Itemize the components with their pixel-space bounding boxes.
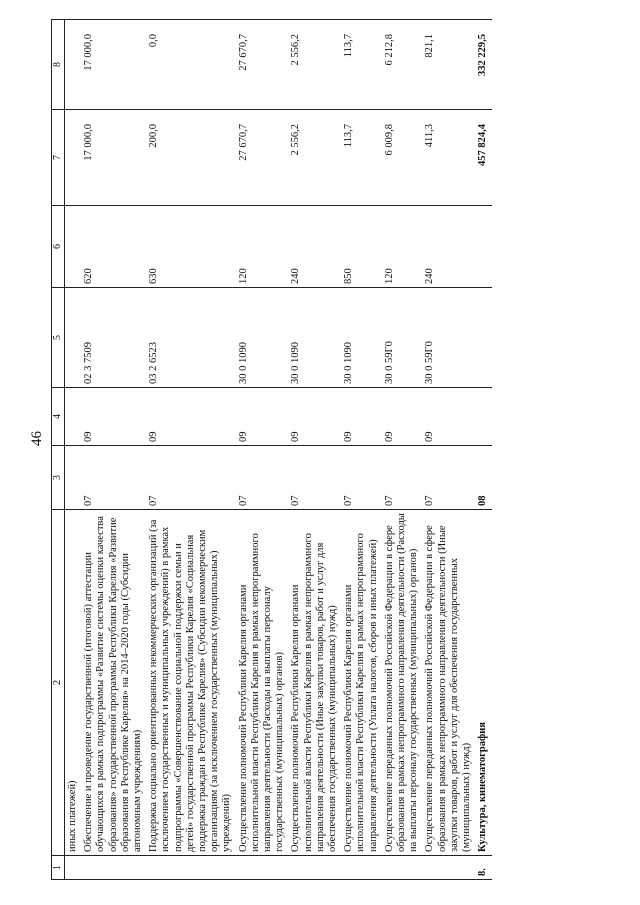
table-row bbox=[146, 20, 235, 880]
cell-desc: Осуществление полномочий Республики Карелия органами исполнительной власти Республики Карелия в рамках непрограммного направления деятельности (Расходы на выплаты персоналу государственных (муниципальных) органов) bbox=[236, 510, 289, 856]
cell-pr: 09 bbox=[422, 388, 475, 446]
cell-rz: 07 bbox=[288, 446, 341, 510]
cell-desc: Осуществление переданных полномочий Российской Федерации в сфере образования в рамках непрограммного направления деятельности (Расходы на выплаты персоналу государственных (муниципальных) органов) bbox=[382, 510, 423, 856]
cell-pr: 09 bbox=[382, 388, 423, 446]
cell-vr: 850 bbox=[341, 206, 382, 288]
cell-vr bbox=[65, 206, 82, 288]
cell-vr: 120 bbox=[236, 206, 289, 288]
cell-rz: 07 bbox=[422, 446, 475, 510]
cell-s7 bbox=[65, 110, 82, 206]
cell-s7: 17 000,0 bbox=[81, 110, 146, 206]
cell-vr bbox=[475, 206, 491, 288]
cell-s7: 2 556,2 bbox=[288, 110, 341, 206]
cell-desc: Осуществление полномочий Республики Карелия органами исполнительной власти Республики Карелия в рамках непрограммного направления деятельности (Иные закупки товаров, работ и услуг для обеспечения государственных (муниципальных) нужд) bbox=[288, 510, 341, 856]
cell-num bbox=[65, 856, 82, 880]
cell-csr bbox=[475, 288, 491, 388]
cell-rz: 07 bbox=[382, 446, 423, 510]
page-number: 46 bbox=[29, 431, 45, 446]
cell-vr: 620 bbox=[81, 206, 146, 288]
cell-desc: Осуществление полномочий Республики Карелия органами исполнительной власти Республики Карелия в рамках непрограммного направления деятельности (Уплата налогов, сборов и иных платежей) bbox=[341, 510, 382, 856]
column-header-5: 5 bbox=[52, 288, 65, 388]
cell-desc: Осуществление переданных полномочий Российской Федерации в сфере образования в рамках непрограммного направления деятельности (Иные закупки товаров, работ и услуг для обеспечения государственных (муниципальных) нужд) bbox=[422, 510, 475, 856]
cell-rz bbox=[65, 446, 82, 510]
cell-s8: 6 212,8 bbox=[382, 20, 423, 110]
table-row bbox=[81, 20, 146, 880]
cell-s8: 0,0 bbox=[146, 20, 235, 110]
cell-rz: 07 bbox=[341, 446, 382, 510]
table-row bbox=[475, 20, 491, 880]
cell-csr: 30 0 59Г0 bbox=[382, 288, 423, 388]
cell-pr: 09 bbox=[236, 388, 289, 446]
budget-table-rotated bbox=[51, 20, 611, 880]
cell-num bbox=[422, 856, 475, 880]
cell-s8: 821,1 bbox=[422, 20, 475, 110]
cell-rz: 07 bbox=[81, 446, 146, 510]
cell-pr bbox=[65, 388, 82, 446]
cell-s8 bbox=[65, 20, 82, 110]
column-header-1: 1 bbox=[52, 856, 65, 880]
cell-num bbox=[382, 856, 423, 880]
header-row bbox=[52, 20, 65, 880]
cell-desc: иных платежей) bbox=[65, 510, 82, 856]
cell-s8: 17 000,0 bbox=[81, 20, 146, 110]
cell-pr: 09 bbox=[288, 388, 341, 446]
column-header-4: 4 bbox=[52, 388, 65, 446]
cell-s8: 27 670,7 bbox=[236, 20, 289, 110]
cell-s8: 332 229,5 bbox=[475, 20, 491, 110]
cell-pr: 09 bbox=[146, 388, 235, 446]
cell-s8: 2 556,2 bbox=[288, 20, 341, 110]
column-header-7: 7 bbox=[52, 110, 65, 206]
cell-s7: 6 009,8 bbox=[382, 110, 423, 206]
table-body bbox=[65, 20, 492, 880]
table-row bbox=[288, 20, 341, 880]
cell-vr: 120 bbox=[382, 206, 423, 288]
cell-num: 8. bbox=[475, 856, 491, 880]
cell-rz: 07 bbox=[236, 446, 289, 510]
cell-csr bbox=[65, 288, 82, 388]
cell-csr: 03 2 6523 bbox=[146, 288, 235, 388]
cell-s8: 113,7 bbox=[341, 20, 382, 110]
cell-pr bbox=[475, 388, 491, 446]
cell-s7: 457 824,4 bbox=[475, 110, 491, 206]
cell-num bbox=[236, 856, 289, 880]
cell-s7: 27 670,7 bbox=[236, 110, 289, 206]
table-row bbox=[382, 20, 423, 880]
cell-pr: 09 bbox=[81, 388, 146, 446]
cell-s7: 113,7 bbox=[341, 110, 382, 206]
cell-num bbox=[146, 856, 235, 880]
cell-csr: 02 3 7509 bbox=[81, 288, 146, 388]
cell-vr: 630 bbox=[146, 206, 235, 288]
cell-s7: 411,3 bbox=[422, 110, 475, 206]
cell-num bbox=[341, 856, 382, 880]
cell-num bbox=[288, 856, 341, 880]
cell-rz: 07 bbox=[146, 446, 235, 510]
cell-desc: Обеспечение и проведение государственной (итоговой) аттестации обучающихся в рамках подпрограммы «Развитие системы оценки качества образования» государственной программы Республики Карелия «Развитие образования в Республике Карелия» на 2014–2020 годы (Субсидии автономным учреждениям) bbox=[81, 510, 146, 856]
table-row bbox=[422, 20, 475, 880]
table-row bbox=[236, 20, 289, 880]
cell-rz: 08 bbox=[475, 446, 491, 510]
cell-csr: 30 0 1090 bbox=[288, 288, 341, 388]
table-row bbox=[65, 20, 82, 880]
cell-s7: 200,0 bbox=[146, 110, 235, 206]
table-row bbox=[341, 20, 382, 880]
cell-csr: 30 0 1090 bbox=[341, 288, 382, 388]
column-header-6: 6 bbox=[52, 206, 65, 288]
cell-vr: 240 bbox=[422, 206, 475, 288]
budget-table bbox=[51, 19, 492, 880]
cell-csr: 30 0 59Г0 bbox=[422, 288, 475, 388]
cell-pr: 09 bbox=[341, 388, 382, 446]
column-header-3: 3 bbox=[52, 446, 65, 510]
cell-num bbox=[81, 856, 146, 880]
cell-vr: 240 bbox=[288, 206, 341, 288]
cell-desc: Поддержка социально ориентированных некоммерческих организаций (за исключением государственных и муниципальных учреждений) в рамках подпрограммы «Совершенствование социальной поддержки семьи и детей» государственной программы Республики Карелия «Социальная поддержка граждан в Республике Карелия» (Субсидии некоммерческим организациям (за исключением государственных (муниципальных) учреждений) bbox=[146, 510, 235, 856]
cell-desc: Культура, кинематография bbox=[475, 510, 491, 856]
cell-csr: 30 0 1090 bbox=[236, 288, 289, 388]
column-header-2: 2 bbox=[52, 510, 65, 856]
column-header-8: 8 bbox=[52, 20, 65, 110]
